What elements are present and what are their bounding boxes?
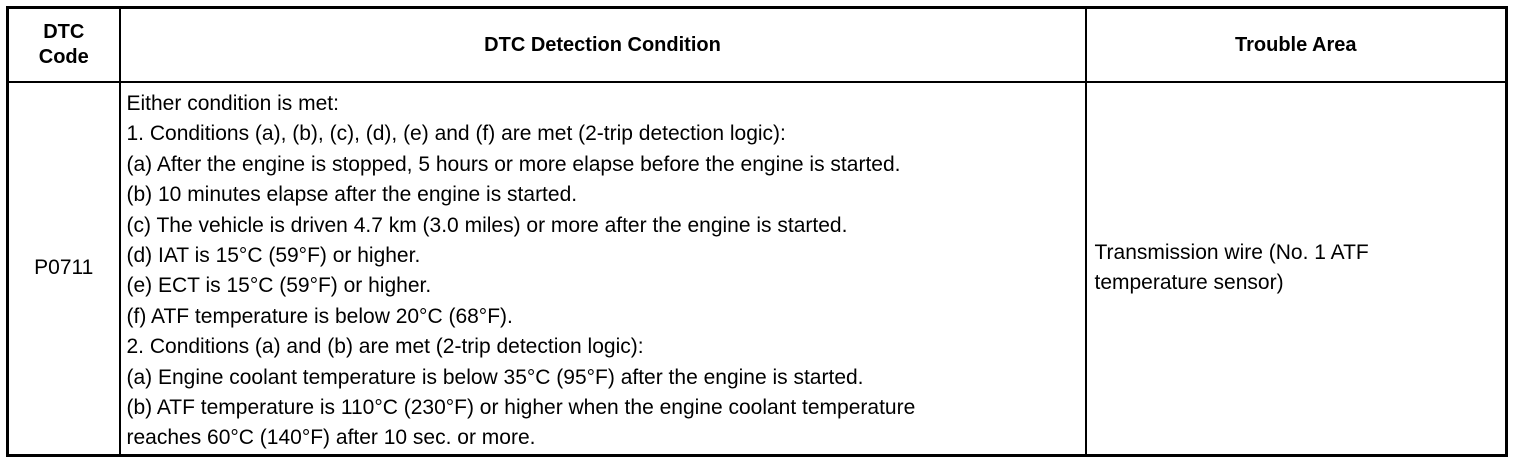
dtc-table <box>6 6 1508 457</box>
condition-line: (d) IAT is 15°C (59°F) or higher. <box>126 244 421 268</box>
dtc-code-cell: P0711 <box>8 82 120 455</box>
trouble-area-line: temperature sensor) <box>1094 271 1284 295</box>
condition-line: 2. Conditions (a) and (b) are met (2-trip detection logic): <box>126 335 644 359</box>
condition-line: (b) 10 minutes elapse after the engine is started. <box>126 183 578 207</box>
trouble-area-cell <box>1086 82 1507 455</box>
header-detection-condition: DTC Detection Condition <box>120 8 1086 83</box>
table-header <box>8 8 1507 83</box>
header-dtc-code-line1: DTC <box>43 21 85 43</box>
condition-line: Either condition is met: <box>126 92 339 115</box>
header-dtc-code-line2: Code <box>38 46 89 68</box>
condition-line: (a) Engine coolant temperature is below 35°C (95°F) after the engine is started. <box>126 365 864 389</box>
header-dtc-code <box>8 8 120 83</box>
detection-condition-cell <box>120 82 1086 455</box>
condition-line: reaches 60°C (140°F) after 10 sec. or more. <box>126 426 536 450</box>
condition-line: 1. Conditions (a), (b), (c), (d), (e) and (f) are met (2-trip detection logic): <box>126 122 786 146</box>
condition-line: (a) After the engine is stopped, 5 hours or more elapse before the engine is started. <box>126 152 901 176</box>
header-trouble-area: Trouble Area <box>1086 8 1507 83</box>
condition-line: (b) ATF temperature is 110°C (230°F) or higher when the engine coolant temperature <box>126 396 916 420</box>
table-body <box>8 82 1507 455</box>
condition-line: (e) ECT is 15°C (59°F) or higher. <box>126 274 432 298</box>
table-row <box>8 82 1507 455</box>
trouble-area-line: Transmission wire (No. 1 ATF <box>1094 241 1369 265</box>
condition-line: (f) ATF temperature is below 20°C (68°F). <box>126 304 513 328</box>
header-row <box>8 8 1507 83</box>
condition-line: (c) The vehicle is driven 4.7 km (3.0 miles) or more after the engine is started. <box>126 213 848 237</box>
